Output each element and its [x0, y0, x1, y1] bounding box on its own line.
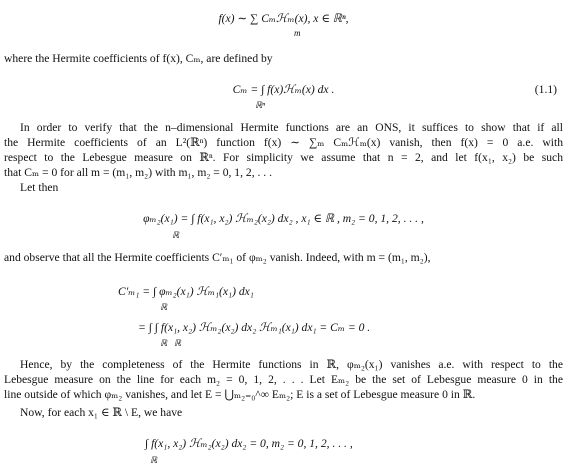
equation-final-subscript: ℝ: [150, 455, 158, 465]
equation-cprime-line-2-subscript: ℝ ℝ: [160, 338, 182, 348]
paragraph-definition: where the Hermite coefficients of f(x), Cₘ, are defined by: [4, 52, 273, 65]
paragraph-observe: and observe that all the Hermite coefficients C′ₘ₁ of φₘ₂ vanish. Indeed, with m = (m₁, m₂),: [4, 251, 431, 264]
equation-final: ∫ f(x₁, x₂) ℋₘ₂(x₂) dx₂ = 0, m₂ = 0, 1, 2, . . . ,: [145, 437, 353, 450]
equation-text: f(x) ∼ ∑ Cₘℋₘ(x), x ∈ ℝⁿ,: [218, 12, 349, 25]
equation-text: Cₘ = ∫ f(x)ℋₘ(x) dx .: [232, 83, 335, 96]
equation-sum-subscript: m: [294, 28, 301, 38]
equation-hermite-expansion: [0, 12, 567, 26]
equation-phi-subscript: ℝ: [172, 230, 180, 240]
paragraph-ons-line-2: the Hermite coefficients of an L²(ℝⁿ) function f(x) ∼ ∑ₘ Cₘℋₘ(x) vanish, then f(x) = 0 a.e. with: [4, 136, 563, 149]
equation-phi: [0, 212, 567, 226]
paragraph-ons-line-3: respect to the Lebesgue measure on ℝⁿ. For simplicity we assume that n = 2, and let f(x₁, x₂) be such: [4, 151, 563, 164]
equation-cprime-line-2: = ∫ ∫ f(x₁, x₂) ℋₘ₂(x₂) dx₂ ℋₘ₁(x₁) dx₁ = Cₘ = 0 .: [138, 321, 371, 334]
equation-cprime-line-1: C′ₘ₁ = ∫ φₘ₂(x₁) ℋₘ₁(x₁) dx₁: [118, 285, 254, 298]
let-then: Let then: [20, 181, 59, 194]
paragraph-completeness-line-3: line outside of which φₘ₂ vanishes, and let E = ⋃ₘ₂₌₀^∞ Eₘ₂; E is a set of Lebesgue measure 0 in ℝ.: [4, 388, 476, 401]
paragraph-ons-line-1: In order to verify that the n–dimensional Hermite functions are an ONS, it suffices to show that if all: [20, 121, 563, 134]
equation-1-1-subscript: ℝⁿ: [255, 100, 265, 110]
paragraph-now: Now, for each x₁ ∈ ℝ \ E, we have: [20, 406, 183, 419]
paragraph-completeness-line-1: Hence, by the completeness of the Hermite functions in ℝ, φₘ₂(x₁) vanishes a.e. with respect to the: [20, 358, 563, 371]
paragraph-completeness-line-2: Lebesgue measure on the line for each m₂ = 0, 1, 2, . . . Let Eₘ₂ be the set of Lebesgue measure 0 in the: [4, 373, 563, 386]
paragraph-ons-line-4: that Cₘ = 0 for all m = (m₁, m₂) with m₁, m₂ = 0, 1, 2, . . .: [4, 166, 272, 179]
equation-1-1: [0, 83, 567, 97]
equation-text: φₘ₂(x₁) = ∫ f(x₁, x₂) ℋₘ₂(x₂) dx₂ , x₁ ∈ ℝ , m₂ = 0, 1, 2, . . . ,: [143, 212, 424, 225]
equation-cprime-line-1-subscript: ℝ: [160, 302, 168, 312]
equation-number: (1.1): [534, 83, 557, 96]
